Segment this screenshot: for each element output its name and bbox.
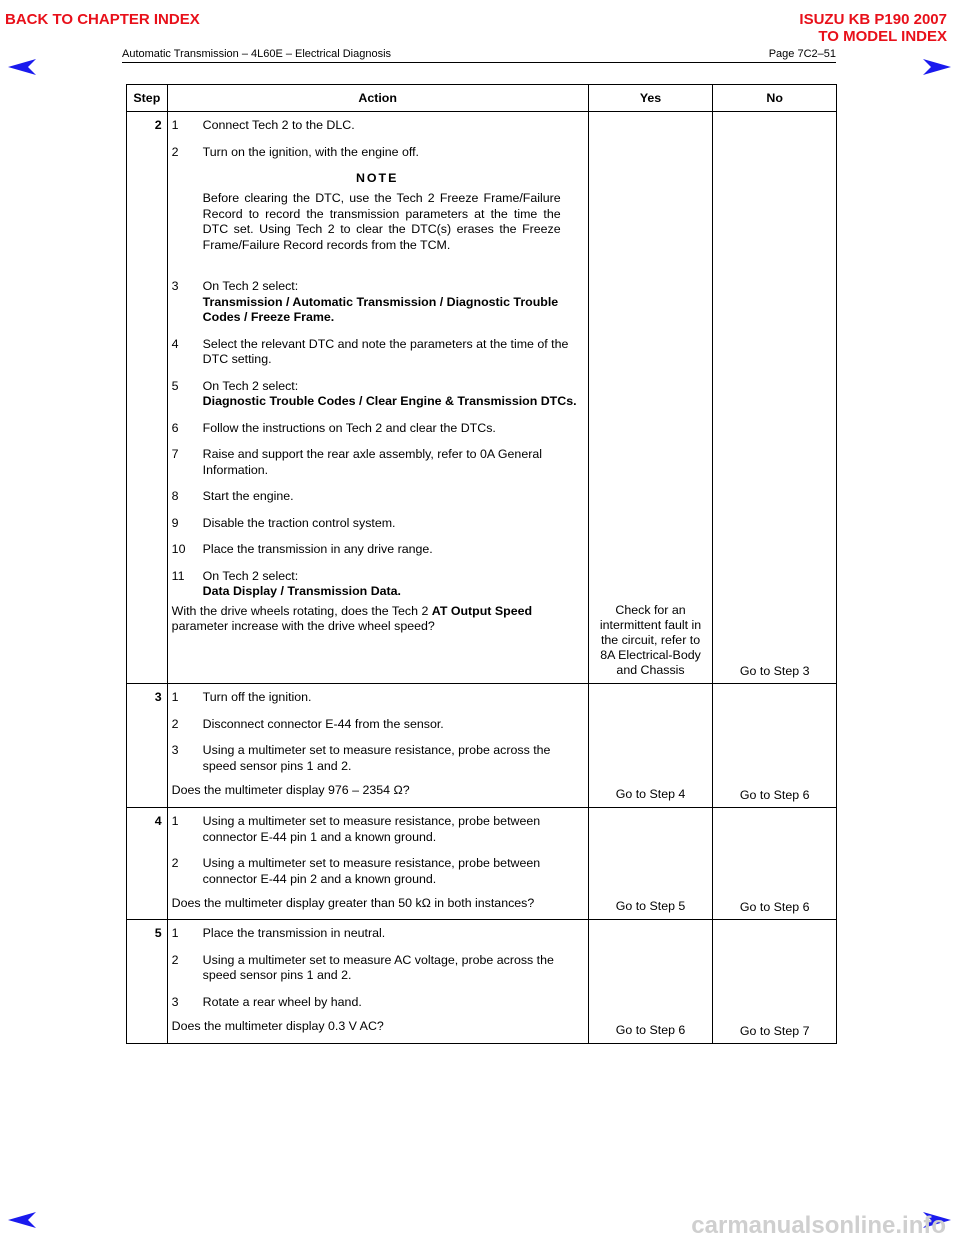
table-row (127, 684, 837, 808)
note-body: Before clearing the DTC, use the Tech 2 Freeze Frame/Failure Record to record the transmission parameters at the time the DTC set. Using Tech 2 to clear the DTC(s) erases the Freeze Frame/Failure Record records from the TCM. (202, 191, 561, 252)
list-item: 3 Using a multimeter set to measure resistance, probe across the speed sensor pins 1 and 2. (171, 743, 551, 773)
list-item: 3 Rotate a rear wheel by hand. (171, 994, 362, 1009)
table-row (127, 920, 837, 1044)
list-item: 11 On Tech 2 select: Data Display / Transmission Data. (171, 568, 401, 598)
step-number: 5 (127, 920, 168, 1044)
arrow-right-icon[interactable] (922, 58, 952, 76)
yes-result: Go to Step 6 (588, 920, 713, 1044)
page-number: Page 7C2–51 (768, 48, 836, 60)
action-cell (167, 808, 588, 920)
action-cell (167, 920, 588, 1044)
no-result: Go to Step 7 (713, 920, 837, 1044)
list-item: 8 Start the engine. (171, 489, 294, 503)
note-heading: NOTE (355, 171, 399, 185)
list-item: 2 Disconnect connector E-44 from the sensor. (171, 716, 444, 731)
no-result: Go to Step 3 (713, 112, 837, 684)
question: With the drive wheels rotating, does the Tech 2 AT Output Speed parameter increase with the drive wheel speed? (171, 603, 533, 633)
arrow-left-icon[interactable] (7, 1211, 37, 1229)
diagnostic-table (126, 84, 837, 1044)
list-item: 2 Turn on the ignition, with the engine off. (171, 144, 419, 159)
yes-result: Go to Step 4 (588, 684, 713, 808)
table-row (127, 112, 837, 684)
question: Does the multimeter display 976 – 2354 Ω? (171, 783, 410, 797)
running-header-title: Automatic Transmission – 4L60E – Electrical Diagnosis (122, 48, 392, 60)
no-result: Go to Step 6 (713, 808, 837, 920)
action-cell (167, 684, 588, 808)
back-to-chapter-index-link[interactable]: BACK TO CHAPTER INDEX (5, 11, 200, 28)
table-row (127, 808, 837, 920)
list-item: 9 Disable the traction control system. (171, 515, 396, 530)
question: Does the multimeter display greater than 50 kΩ in both instances? (171, 896, 535, 910)
header-step: Step (127, 85, 168, 112)
list-item: 1 Connect Tech 2 to the DLC. (171, 118, 355, 132)
step-number: 4 (127, 808, 168, 920)
header-no: No (713, 85, 837, 112)
yes-result: Check for an intermittent fault in the circuit, refer to 8A Electrical-Body and Chassis (588, 112, 713, 684)
header-rule (122, 62, 836, 63)
list-item: 5 On Tech 2 select: Diagnostic Trouble Codes / Clear Engine & Transmission DTCs. (171, 378, 577, 408)
step-number: 2 (127, 112, 168, 684)
header-action: Action (167, 85, 588, 112)
table-header-row (127, 85, 837, 112)
action-cell (167, 112, 588, 684)
list-item: 3 On Tech 2 select: Transmission / Automatic Transmission / Diagnostic Trouble Codes / Freeze Frame. (171, 279, 559, 324)
yes-result: Go to Step 5 (588, 808, 713, 920)
list-item: 2 Using a multimeter set to measure resistance, probe between connector E-44 pin 2 and a known ground. (171, 856, 541, 886)
model-index-line[interactable]: TO MODEL INDEX (818, 28, 947, 45)
model-index-link[interactable] (799, 11, 947, 45)
list-item: 1 Using a multimeter set to measure resistance, probe between connector E-44 pin 1 and a known ground. (171, 814, 541, 844)
question: Does the multimeter display 0.3 V AC? (171, 1019, 384, 1033)
model-title-line: ISUZU KB P190 2007 (799, 11, 947, 28)
list-item: 1 Place the transmission in neutral. (171, 926, 386, 940)
list-item: 10 Place the transmission in any drive range. (171, 542, 433, 556)
list-item: 4 Select the relevant DTC and note the parameters at the time of the DTC setting. (171, 336, 569, 366)
list-item: 7 Raise and support the rear axle assembly, refer to 0A General Information. (171, 447, 542, 477)
list-item: 2 Using a multimeter set to measure AC voltage, probe across the speed sensor pins 1 and 2. (171, 952, 554, 982)
watermark: carmanualsonline.info (691, 1212, 946, 1239)
list-item: 6 Follow the instructions on Tech 2 and clear the DTCs. (171, 420, 496, 435)
step-number: 3 (127, 684, 168, 808)
header-yes: Yes (588, 85, 713, 112)
arrow-left-icon[interactable] (7, 58, 37, 76)
list-item: 1 Turn off the ignition. (171, 690, 312, 704)
no-result: Go to Step 6 (713, 684, 837, 808)
